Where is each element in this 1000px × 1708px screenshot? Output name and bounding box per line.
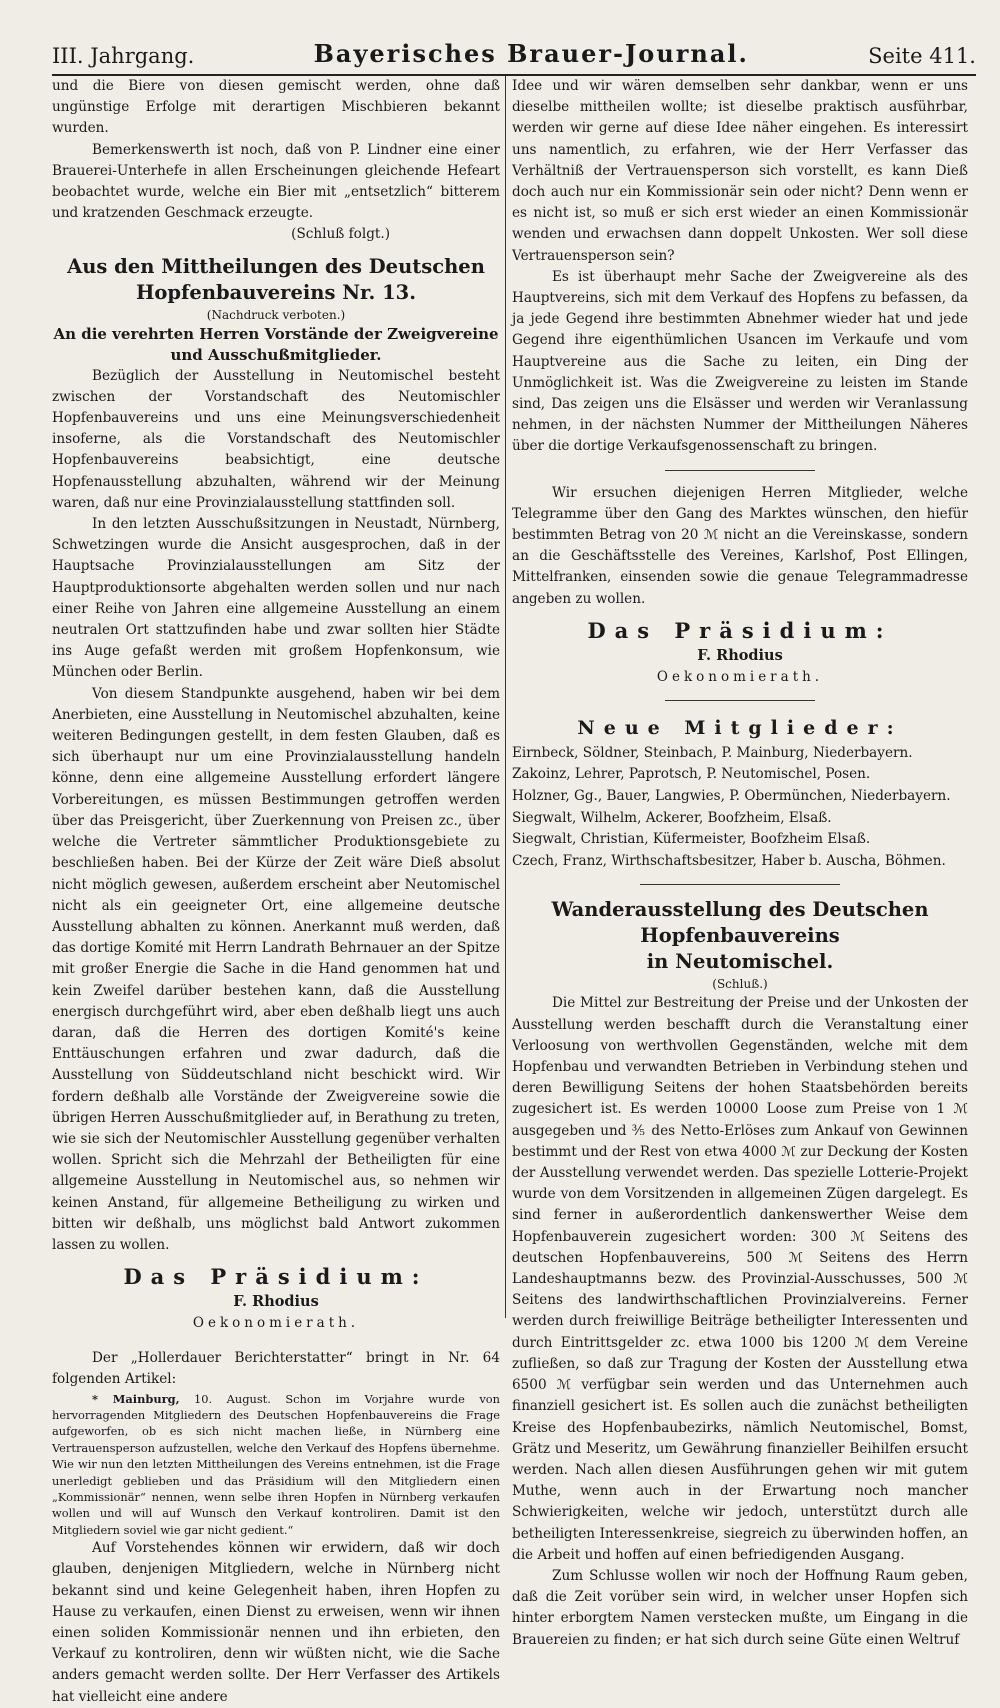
page-header	[52, 28, 976, 76]
left-column	[52, 76, 500, 1705]
article-title: in Neutomischel.	[646, 950, 834, 974]
address-line: und Ausschußmitglieder.	[170, 345, 382, 364]
page-number: Seite 411.	[868, 44, 976, 68]
article-note: (Schluß.)	[712, 977, 768, 992]
right-column	[512, 76, 968, 1648]
paragraph: Von diesem Standpunkte ausgehend, haben wir bei dem Anerbieten, eine Ausstellung in Neutomischel abzuhalten, keine weiteren Bedingungen gestellt, in dem festen Glauben, daß es sich überhaupt nur um eine Provinzialausstellung handeln könne, denn eine allgemeine Ausstellung erfordert längere Vorbereitungen, es müssen Bestimmungen getroffen werden über das Preisgericht, über Zuerkennung von Preisen zc., über welche die Vertreter sämmtlicher Produktionsgebiete zu beschließen haben. Bei der Kürze der Zeit wäre Dieß absolut nicht möglich gewesen, außerdem erscheint aber Neutomischel nicht als ein geeigneter Ort, eine allgemeine deutsche Ausstellung abhalten zu können. Anerkannt muß werden, daß das dortige Komité mit Herrn Landrath Behrnauer an der Spitze mit großer Energie die Sache in die Hand genommen hat und kein Zweifel darüber bestehen kann, daß die Ausstellung energisch durchgeführt wird, aber eben deßhalb liegt uns auch daran, daß die Herren des dortigen Komité's keine Enttäuschungen erfahren und zwar dadurch, daß die Ausstellung von Süddeutschland nicht beschickt wird. Wir fordern deßhalb alle Vorstände der Zweigvereine sowie die übrigen Herren Ausschußmitglieder auf, in Berathung zu treten, wie sie sich der Neutomischler Ausstellung gegenüber verhalten wollen. Spricht sich die Mehrzahl der Betheiligten für eine allgemeine Ausstellung in Neutomischel aus, so nehmen wir keinen Anstand, für allgemeine Betheiligung zu wirken und bitten wir deßhalb, uns möglichst bald Antwort zukommen lassen zu wollen.	[52, 685, 500, 1253]
address-line: An die verehrten Herren Vorstände der Zweigvereine	[53, 324, 499, 343]
member-entry: Eirnbeck, Söldner, Steinbach, P. Mainburg, Niederbayern.	[512, 744, 913, 761]
paragraph: Bemerkenswerth ist noch, daß von P. Lindner eine einer Brauerei-Unterhefe in allen Erscheinungen gleichende Hefeart beobachtet wurde, welche ein Bier mit „entsetzlich“ bitterem und kratzenden Geschmack erzeugte.	[52, 141, 500, 222]
paragraph: und die Biere von diesen gemischt werden, ohne daß ungünstige Erfolge mit derartigen Mischbieren bekannt wurden.	[52, 78, 500, 137]
continued-note: (Schluß folgt.)	[291, 226, 390, 243]
quote-text: Schon im Vorjahre wurde von hervorragenden Mitgliedern des Deutschen Hopfenbauvereins die Frage aufgeworfen, ob es sich nicht machen ließe, in Nürnberg eine Vertrauensperson aufzustellen, welche den Verkauf des Hopfens übernehme. Wie wir nun den letzten Mittheilungen des Vereins entnehmen, ist die Frage unerledigt geblieben und das Präsidium will den Mitgliedern einen „Kommissionär“ nennen, wenn selbe ihren Hopfen in Nürnberg verkaufen wollen und will auf Wunsch den Verkauf kontroliren. Damit ist den Mitgliedern soviel wie gar nicht gedient.“	[52, 1391, 500, 1537]
signature-name: F. Rhodius	[697, 646, 783, 664]
signature-role: Oekonomierath.	[656, 668, 824, 685]
quote-lead: * Mainburg,	[92, 1391, 180, 1406]
reprint-note: (Nachdruck verboten.)	[206, 307, 346, 322]
quoted-article	[52, 1391, 500, 1539]
journal-title: Bayerisches Brauer-Journal.	[313, 39, 749, 68]
signature-title: Das Präsidium:	[587, 617, 893, 643]
signature-role: Oekonomierath.	[192, 1315, 360, 1332]
column-divider	[505, 76, 506, 1318]
paragraph: Die Mittel zur Bestreitung der Preise und der Unkosten der Ausstellung werden beschafft durch die Veranstaltung einer Verloosung von werthvollen Gegenständen, welche mit dem Hopfenbau und verwandten Betrieben in Verbindung stehen und deren Bewilligung Seitens der hohen Staatsbehörden bereits zugesichert ist. Es werden 10000 Loose zum Preise von 1 ℳ ausgegeben und ⅗ des Netto-Erlöses zum Ankauf von Gewinnen bestimmt und der Rest von etwa 4000 ℳ zur Deckung der Kosten der Ausstellung verwendet werden. Das spezielle Lotterie-Projekt wurde von dem Vorsitzenden in allgemeinen Zügen dargelegt. Es sind ferner in außerordentlich dankenswerther Weise dem Hopfenbauverein zugesichert worden: 300 ℳ Seitens des deutschen Hopfenbauvereins, 500 ℳ Seitens des Herrn Landeshauptmanns bezw. des Provinzial-Ausschusses, 500 ℳ Seitens des landwirthschaftlichen Provinzialvereins. Ferner werden durch freiwillige Beiträge betheiligter Interessenten und durch Eintrittsgelder zc. etwa 1000 bis 1200 ℳ dem Vereine zufließen, so daß zur Tragung der Kosten der Ausstellung etwa 6500 ℳ verfügbar sein werden und das Unternehmen auch finanziell gesichert ist. Es sollen auch die zunächst betheiligten Kreise des Hopfenbaubezirks, nämlich Neutomischel, Bomst, Grätz und Meseritz, um Gewährung finanzieller Beihilfen ersucht werden. Nach allen diesen Ausführungen gehen wir mit gutem Muthe, wenn auch in der Erwartung noch mancher Schwierigkeiten, welche wir jedoch, unterstützt durch alle betheiligten Interessenkreise, siegreich zu überwinden hoffen, an die Arbeit und hoffen auf einen befriedigenden Ausgang.	[512, 995, 968, 1563]
paragraph: Bezüglich der Ausstellung in Neutomischel besteht zwischen der Vorstandschaft des Neutomischler Hopfenbauvereins und uns eine Meinungsverschiedenheit insoferne, als die Vorstandschaft des Neutomischler Hopfenbauvereins beabsichtigt, eine deutsche Hopfenausstellung abzuhalten, während wir der Meinung waren, daß nur eine Provinzialausstellung stattfinden soll.	[52, 367, 500, 511]
member-entry: Holzner, Gg., Bauer, Langwies, P. Obermünchen, Niederbayern.	[512, 788, 951, 805]
paragraph: In den letzten Ausschußsitzungen in Neustadt, Nürnberg, Schwetzingen wurde die Ansicht ausgesprochen, daß in der Hauptsache Provinzialausstellungen am Sitz der Hauptproduktionsorte abgehalten werden sollen und nur nach einer Reihe von Jahren eine allgemeine Ausstellung an einem neutralen Ort stattzufinden habe und zwar sollten hier Städte ins Auge gefaßt werden mit großem Hopfenkonsum, wie München oder Berlin.	[52, 516, 500, 681]
volume-label: III. Jahrgang.	[52, 44, 195, 68]
section-title: Aus den Mittheilungen des Deutschen Hopfenbauvereins Nr. 13.	[67, 254, 485, 304]
paragraph: Idee und wir wären demselben sehr dankbar, wenn er uns dieselbe mittheilen wollte; ist dieselbe praktisch ausführbar, werden wir gerne auf diese Idee näher eingehen. Es interessirt uns namentlich, zu erfahren, wie der Herr Verfasser das Verhältniß der Vertrauensperson sich vorstellt, es kann Dieß doch auch nur ein Kommissionär sein oder nicht? Denn wenn er es nicht ist, so muß er sich erst wieder an einen Kommissionär wenden und erwachsen dann doppelt Unkosten. Wer soll diese Vertrauensperson sein?	[512, 78, 968, 264]
signature-title: Das Präsidium:	[123, 1264, 429, 1290]
members-title: Neue Mitglieder:	[577, 716, 903, 739]
separator-rule	[640, 884, 840, 885]
member-entry: Zakoinz, Lehrer, Paprotsch, P. Neutomischel, Posen.	[512, 766, 871, 783]
paragraph: Auf Vorstehendes können wir erwidern, daß wir doch glauben, denjenigen Mitgliedern, welche in Nürnberg nicht bekannt sind und keine Gelegenheit haben, ihren Hopfen zu Hause zu verkaufen, einen Dienst zu erweisen, wenn wir ihnen einen soliden Kommissionär nennen und ihn erbieten, den Verkauf zu kontroliren, denn wir wüßten nicht, wie die Sache anders gemacht werden sollte. Der Herr Verfasser des Artikels hat vielleicht eine andere	[52, 1540, 500, 1705]
separator-rule	[665, 700, 815, 701]
paragraph: Zum Schlusse wollen wir noch der Hoffnung Raum geben, daß die Zeit vorüber sein wird, in welcher unser Hopfen sich hinter erborgtem Namen verstecken mußte, um Eingang in die Brauereien zu finden; er hat sich durch seine Güte einen Weltruf	[512, 1567, 968, 1648]
separator-rule	[665, 470, 815, 471]
quote-date: 10. August.	[194, 1391, 271, 1406]
paragraph: Der „Hollerdauer Berichterstatter“ bringt in Nr. 64 folgenden Artikel:	[52, 1350, 500, 1388]
paragraph: Es ist überhaupt mehr Sache der Zweigvereine als des Hauptvereins, sich mit dem Verkauf des Hopfens zu befassen, da ja jede Gegend ihre bestimmten Abnehmer wieder hat und jede Gegend ihre eigenthümlichen Usancen im Verkaufe und vom Hauptvereine aus die Sache zu leiten, ein Ding der Unmöglichkeit ist. Was die Zweigvereine zu leisten im Stande sind, Das zeigen uns die Elsässer und werden wir Veranlassung nehmen, in der nächsten Nummer der Mittheilungen Näheres über die dortige Verkaufsgenossenschaft zu bringen.	[512, 268, 968, 455]
member-entry: Czech, Franz, Wirthschaftsbesitzer, Haber b. Auscha, Böhmen.	[512, 852, 946, 869]
paragraph: Wir ersuchen diejenigen Herren Mitglieder, welche Telegramme über den Gang des Marktes wünschen, den hiefür bestimmten Betrag von 20 ℳ nicht an die Vereinskasse, sondern an die Geschäftsstelle des Vereines, Karlshof, Post Ellingen, Mittelfranken, einsenden sowie die genaue Telegrammadresse angeben zu wollen.	[512, 484, 968, 607]
member-entry: Siegwalt, Christian, Küfermeister, Boofzheim Elsaß.	[512, 831, 871, 848]
signature-name: F. Rhodius	[233, 1293, 319, 1311]
member-entry: Siegwalt, Wilhelm, Ackerer, Boofzheim, Elsaß.	[512, 809, 832, 826]
article-title: Wanderausstellung des Deutschen Hopfenbauvereins	[551, 898, 929, 948]
